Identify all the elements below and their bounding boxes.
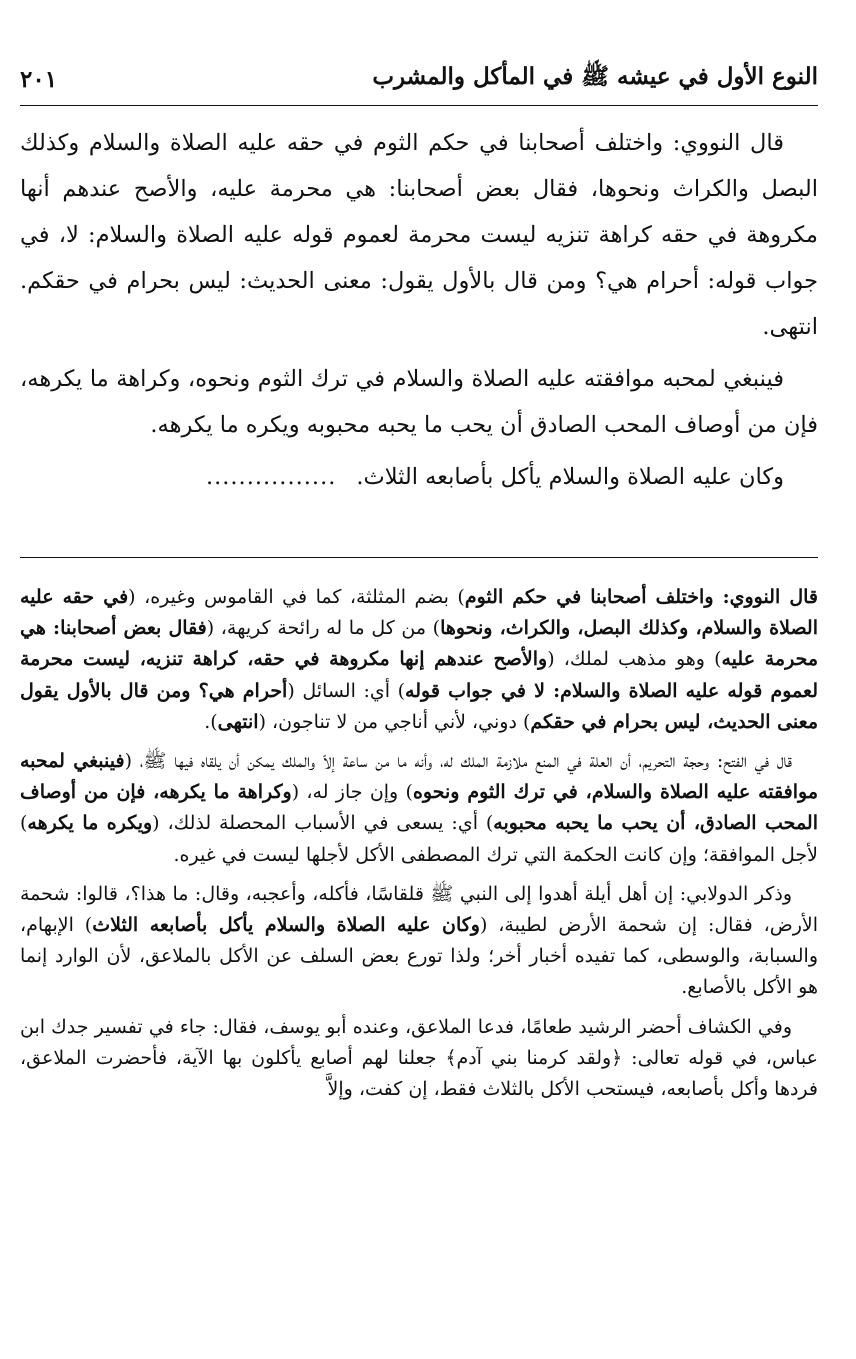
quoted-matn-text: قال النووي: واختلف أصحابنا في حكم الثوم — [464, 586, 818, 608]
commentary-segment: ) وهو مذهب لملك، ( — [547, 648, 722, 671]
main-paragraph-1: قال النووي: واختلف أصحابنا في حكم الثوم في حقه عليه الصلاة والسلام وكذلك البصل والكراث ونحوها، فقال بعض أصحابنا: هي محرمة عليه، والأصح عندهم أنها مكروهة في حقه كراهة تنزيه ليست محرمة لعموم قوله عليه الصلاة والسلام: لا، في جواب قوله: أحرام هي؟ ومن قال بالأول يقول: معنى الحديث: ليس بحرام في حقكم. انتهى. — [20, 130, 818, 340]
quoted-matn-text: وكان عليه الصلاة والسلام يأكل بأصابعه الثلاث — [92, 914, 480, 937]
main-paragraph-3 — [20, 454, 818, 500]
quoted-matn-text: ويكره ما يكرهه — [27, 812, 153, 835]
commentary-segment: ) أي: السائل ( — [287, 679, 406, 702]
main-paragraph-2: فينبغي لمحبه موافقته عليه الصلاة والسلام في ترك الثوم ونحوه، وكراهة ما يكرهه، فإن من أوصاف المحب الصادق أن يحب ما يحبه محبوبه ويكره ما يكرهه. — [20, 366, 818, 438]
quoted-matn-text: والأصح عندهم إنها مكروهة في حقه، كراهة تنزيه، ليست محرمة لعموم قوله عليه الصلاة والسلام: لا في جواب قوله — [20, 648, 818, 702]
commentary-segment: ) الإبهام، والسبابة، والوسطى، كما تفيده أخبار أخر؛ ولذا تورع بعض السلف عن الأكل بالملاعق، لأن الوارد إنما هو الأكل بالأصابع. — [20, 914, 818, 999]
commentary-segment: ) لأجل الموافقة؛ وإن كانت الحكمة التي ترك المصطفى الأكل لأجلها ليست في غيره. — [20, 812, 818, 866]
quoted-matn-text: فينبغي لمحبه موافقته عليه الصلاة والسلام، في ترك الثوم ونحوه — [20, 750, 819, 804]
continuation-dots: ................ — [205, 464, 337, 490]
quoted-matn-text: وكراهة ما يكرهه، فإن من أوصاف المحب الصادق، أن يحب ما يحبه محبوبه — [20, 781, 818, 835]
commentary-paragraph-4 — [20, 1012, 818, 1106]
header-title: النوع الأول في عيشه ﷺ في المأكل والمشرب — [372, 63, 818, 90]
quoted-matn-text: في حقه عليه الصلاة والسلام، وكذلك البصل، والكراث، ونحوها — [20, 586, 818, 640]
commentary-segment: ) من كل ما له رائحة كريهة، ( — [206, 617, 441, 640]
commentary-segment: قال في الفتح: وحجة التحريم، أن العلة في المنع ملازمة الملك له، وأنه ما من ساعة إلاّ والملك يمكن أن يلقاه فيها ﷺ، ( — [124, 750, 792, 773]
commentary-text — [20, 582, 818, 1113]
commentary-divider — [20, 557, 818, 558]
commentary-segment: ). — [204, 710, 218, 733]
header-rule — [20, 105, 818, 106]
commentary-paragraph-1 — [20, 582, 818, 738]
commentary-segment: ) بضم المثلثة، كما في القاموس وغيره، ( — [128, 586, 465, 608]
commentary-paragraph-2 — [20, 746, 818, 871]
main-paragraph-3-text: وكان عليه الصلاة والسلام يأكل بأصابعه الثلاث. — [356, 464, 784, 490]
commentary-segment: ) وإن جاز له، ( — [291, 781, 413, 804]
commentary-segment: ) أي: يسعى في الأسباب المحصلة لذلك، ( — [152, 812, 494, 835]
book-page — [20, 0, 818, 1359]
quoted-matn-text: فقال بعض أصحابنا: هي محرمة عليه — [20, 617, 819, 671]
page-number: ٢٠١ — [20, 65, 58, 93]
quoted-matn-text: أحرام هي؟ ومن قال بالأول يقول معنى الحديث، ليس بحرام في حقكم — [20, 679, 818, 733]
commentary-paragraph-3 — [20, 879, 818, 1004]
quoted-matn-text: انتهى — [217, 710, 259, 733]
commentary-segment: وذكر الدولابي: إن أهل أيلة أهدوا إلى النبي ﷺ قلقاسًا، فأكله، وأعجبه، وقال: ما هذا؟، قالوا: شحمة الأرض، فقال: إن شحمة الأرض لطيبة، ( — [20, 882, 818, 937]
commentary-segment: ) دوني، لأني أناجي من لا تناجون، ( — [258, 710, 531, 733]
main-text — [20, 120, 818, 506]
running-header — [20, 60, 818, 98]
commentary-segment: وفي الكشاف أحضر الرشيد طعامًا، فدعا الملاعق، وعنده أبو يوسف، فقال: جاء في تفسير جدك ابن عباس، في قوله تعالى: ﴿ولقد كرمنا بني آدم﴾ جعلنا لهم أصابع يأكلون بها الآية، فأحضرت الملاعق، فردها وأكل بأصابعه، فيستحب الأكل بالثلاث فقط، إن كفت، وإلاَّ — [20, 1015, 818, 1101]
